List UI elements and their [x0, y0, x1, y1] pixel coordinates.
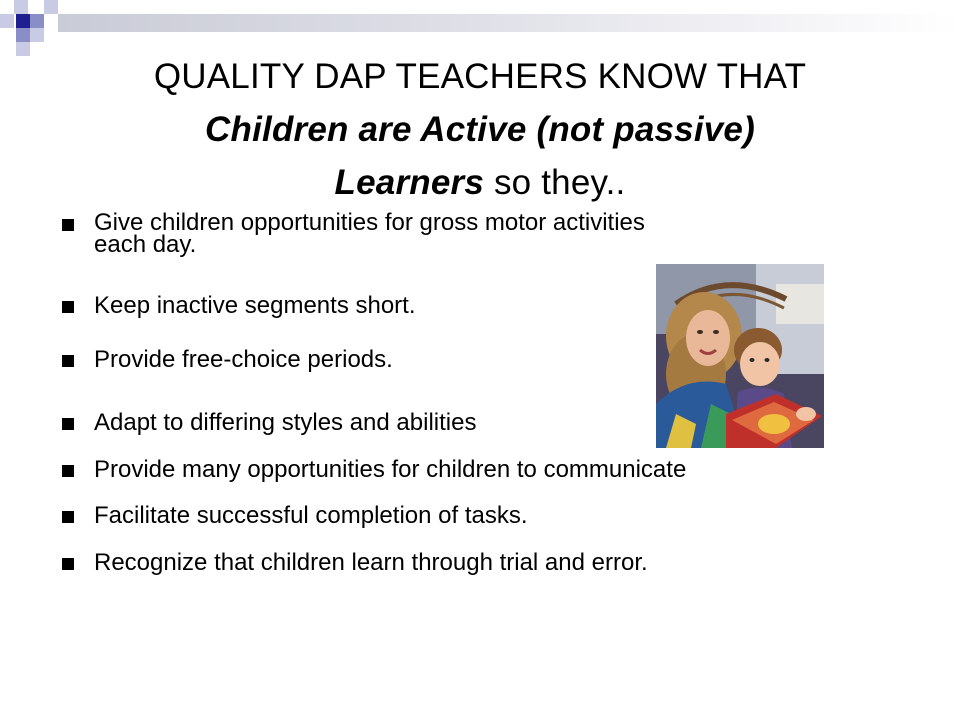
title-line-1: QUALITY DAP TEACHERS KNOW THAT [153, 57, 807, 96]
bullet-text: Adapt to differing styles and abilities [94, 409, 477, 436]
square-bullet-icon [62, 301, 74, 313]
title-line-3-emphasis: Learners [334, 163, 485, 202]
square-bullet-icon [62, 465, 74, 477]
bullet-text: Keep inactive segments short. [94, 292, 416, 319]
bullet-item [62, 209, 902, 262]
bullet-text-line: each day. [94, 231, 197, 258]
title-line-3 [40, 156, 920, 209]
square-bullet-icon [62, 418, 74, 430]
square-bullet-icon [62, 511, 74, 523]
title-line-3-rest: so they.. [484, 163, 626, 202]
corner-square [30, 28, 44, 42]
title-line-2: Children are Active (not passive) [205, 110, 755, 149]
square-bullet-icon [62, 219, 74, 231]
bullet-text: Recognize that children learn through trial and error. [94, 549, 648, 576]
slide-title [40, 50, 920, 209]
photo-illustration [656, 264, 824, 448]
square-bullet-icon [62, 558, 74, 570]
corner-square [16, 28, 30, 42]
square-bullet-icon [62, 355, 74, 367]
corner-square [14, 0, 28, 14]
bullet-text: Provide many opportunities for children to communicate [94, 456, 687, 483]
corner-square [0, 14, 14, 28]
corner-square [16, 42, 30, 56]
bullet-text: Facilitate successful completion of tasks. [94, 502, 528, 529]
corner-square [30, 14, 44, 28]
bullet-text [94, 209, 645, 258]
corner-square [16, 14, 30, 28]
bullet-text: Provide free-choice periods. [94, 346, 393, 373]
photo-teacher-reading-with-child [656, 264, 824, 448]
header-gradient-bar [58, 14, 960, 32]
corner-square [44, 0, 58, 14]
bullet-text-line: Give children opportunities for gross motor activities [94, 209, 645, 236]
